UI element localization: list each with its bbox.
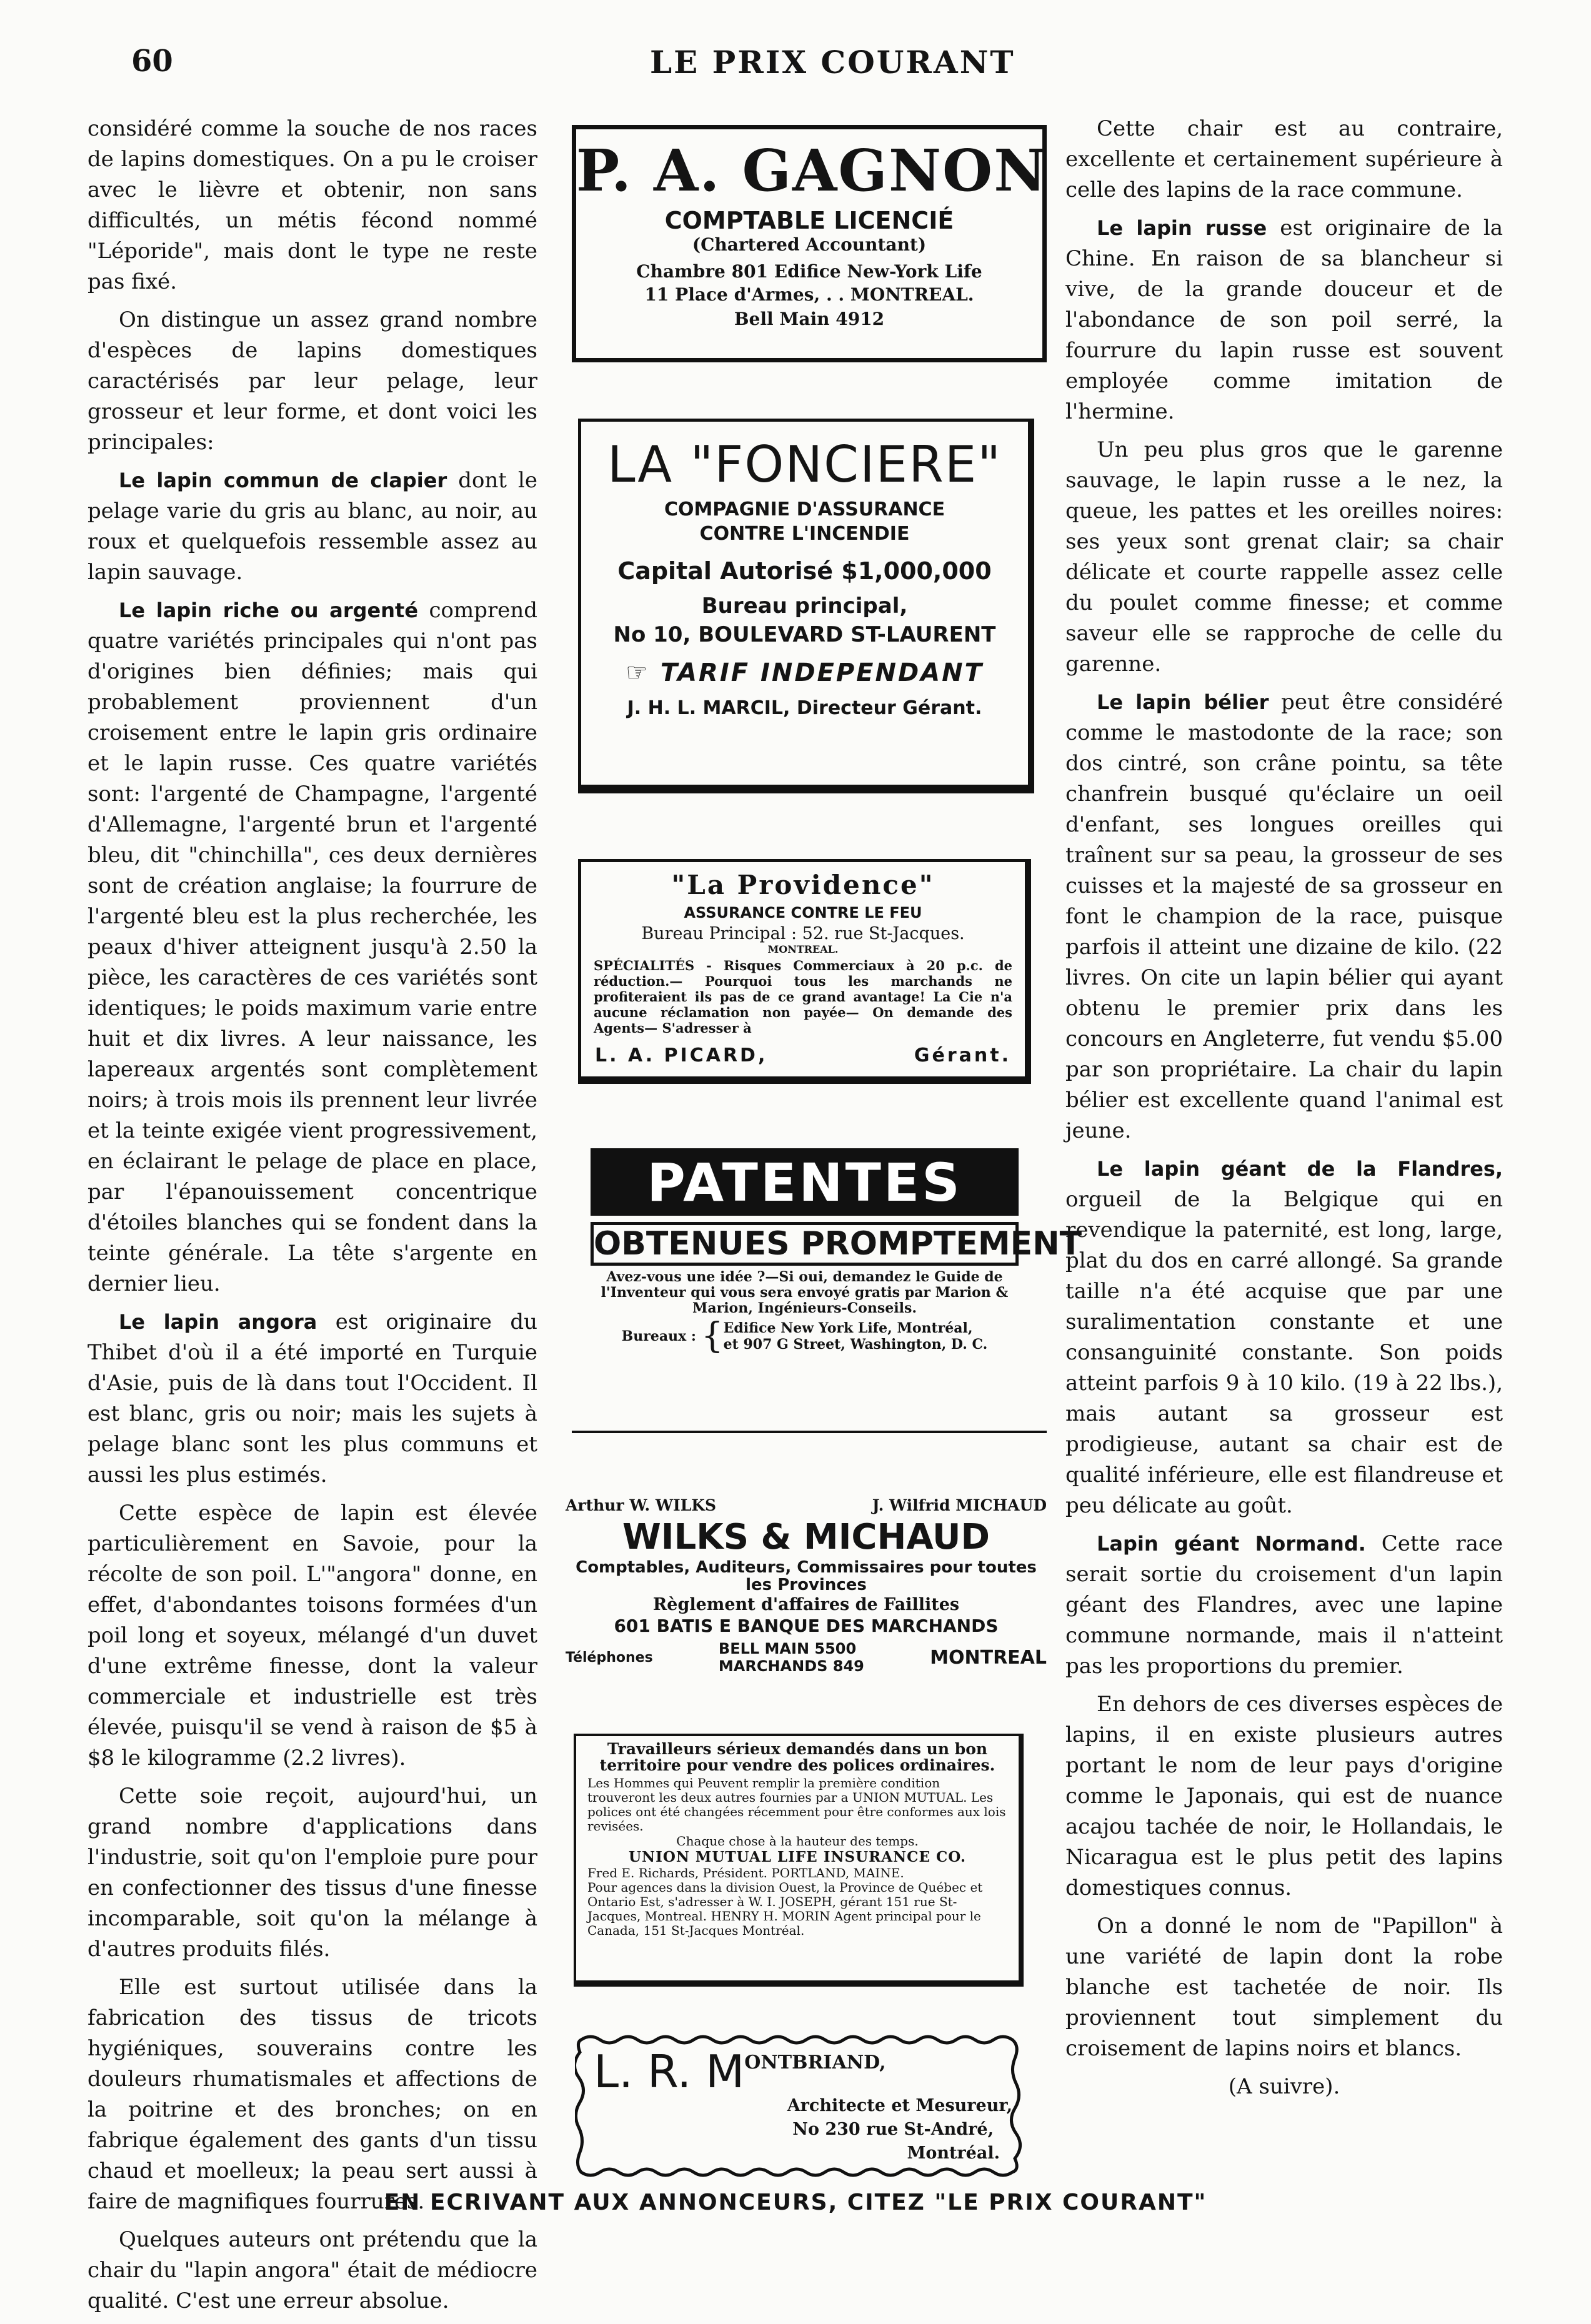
ad-fonciere-address: No 10, BOULEVARD ST-LAURENT (613, 622, 996, 647)
ad-montbriand-content (594, 2045, 886, 2098)
ad-wilks-line-2: Règlement d'affaires de Faillites (652, 1595, 960, 1614)
ad-fonciere-tarif: TARIF INDEPENDANT (660, 658, 984, 687)
ad-wilks-phone-1: BELL MAIN 5500 (718, 1640, 857, 1657)
paragraph: Lapin géant Normand. Cette race serait sortie du croisement d'un lapin géant des Flandres, avec une lapine commune normande, mais il n'atteint pas les proportions du premier. (1065, 1531, 1504, 1679)
ad-gagnon-subtitle: (Chartered Accountant) (692, 234, 927, 255)
paragraph: considéré comme la souche de nos races de lapins domestiques. On a pu le croiser avec le lièvre et obtenir, non sans difficultés, un métis fécond nommé "Léporide", mais dont le type ne reste pas fixé. (87, 116, 537, 294)
ad-wilks-line-1: Comptables, Auditeurs, Commissaires pour toutes les Provinces (576, 1558, 1037, 1594)
paragraph: Elle est surtout utilisée dans la fabrication des tissus de tricots hygiéniques, souverains contre les douleurs rhumatismales et affections de la poitrine et des bronches; on en fabrique également des gants d'un tissu chaud et moelleux; la peau sert aussi à faire de magnifiques fourrures. (87, 1975, 537, 2214)
ad-gagnon-address-1: Chambre 801 Edifice New-York Life (636, 261, 982, 282)
ad-union-tagline: Chaque chose à la hauteur des temps. (676, 1834, 919, 1849)
brace-icon: { (701, 1316, 724, 1356)
ad-montbriand-line-2: No 230 rue St-André, (792, 2120, 994, 2139)
ad-providence-bureau: Bureau Principal : 52. rue St-Jacques. (641, 924, 965, 943)
left-article-column (87, 114, 537, 2324)
ad-union-company: UNION MUTUAL LIFE INSURANCE CO. (629, 1849, 966, 1865)
ad-wilks-right-name: J. Wilfrid MICHAUD (872, 1496, 1047, 1514)
paragraph: Le lapin géant de la Flandres, orgueil de la Belgique qui en revendique la paternité, est long, large, plat du dos en carré allongé. Sa grande taille n'a été acquise que par une suralimentation constante et une consanguinité constante. Son poids atteint parfois 9 à 10 kilo. (19 à 22 lbs.), mais autant sa grosseur est prodigieuse, autant sa chair est de qualité inférieure, elle est filandreuse et peu délicate au goût. (1065, 1157, 1503, 1518)
ad-patentes-office-1: Edifice New York Life, Montréal, (723, 1320, 973, 1336)
paragraph: On distingue un assez grand nombre d'espèces de lapins domestiques caractérisés par leur pelage, leur grosseur et leur forme, et dont voici les principales: (87, 307, 537, 455)
ad-wilks-left-name: Arthur W. WILKS (566, 1496, 717, 1514)
paragraph: On a donné le nom de "Papillon" à une variété de lapin dont la robe blanche est tachetée de noir. Ils proviennent tout simplement du croisement de lapins noirs et blancs. (1065, 1914, 1503, 2061)
paragraph: Le lapin riche ou argenté comprend quatre variétés principales qui n'ont pas d'origines bien définies; mais qui probablement proviennent d'un croisement entre le lapin gris ordinaire et le lapin russe. Ces quatre variétés sont: l'argenté de Champagne, l'argenté d'Allemagne, l'argenté brun et l'argenté bleu, dit "chinchilla", ces deux dernières sont de création anglaise; la fourrure de l'argenté bleu est la plus recherchée, les peaux d'hiver atteignent jusqu'à 2.50 la pièce, les caractères de ces variétés sont identiques; le poids maximum varie entre huit et dix livres. A leur naissance, les lapereaux argentés sont complètement noirs; à trois mois ils prennent leur livrée et la teinte exigée vient progressivement, en éclairant le pelage de place en place, par l'épanouissement concentrique d'étoiles blanches qui se fondent dans la teinte générale. La tête s'argente en dernier lieu. (87, 598, 537, 1296)
ad-patentes-text: Avez-vous une idée ?—Si oui, demandez le Guide de l'Inventeur qui vous sera envoyé gratis par Marion & Marion, Ingénieurs-Conseils. (601, 1269, 1009, 1316)
ad-gagnon-name: P. A. GAGNON (576, 137, 1048, 204)
ad-gagnon-title: COMPTABLE LICENCIÉ (664, 207, 954, 234)
ad-providence-line-1: ASSURANCE CONTRE LE FEU (684, 904, 922, 921)
running-title: LE PRIX COURANT (650, 44, 1015, 81)
ad-wilks-partners (566, 1496, 1047, 1514)
paragraph: Un peu plus gros que le garenne sauvage, le lapin russe a le nez, la queue, les pattes et les oreilles noires: ses yeux sont grenat clair; sa chair délicate et courte rappelle assez celle du poulet comme finesse; et comme saveur elle se rapproche de celle du garenne. (1065, 437, 1503, 677)
page-footer: EN ECRIVANT AUX ANNONCEURS, CITEZ "LE PRIX COURANT" (384, 2190, 1207, 2215)
paragraph: Le lapin bélier peut être considéré comme le mastodonte de la race; son dos cintré, son crâne pointu, sa tête chanfrein busqué qu'éclaire un oeil d'enfant, ses longues oreilles qui traînent sur sa peau, la grosseur de ses cuisses et la majesté de sa grosseur en font le champion de la race, puisque parfois il atteint une dizaine de kilo. (22 livres. On cite un lapin bélier qui ayant obtenu le premier prix dans les concours en Angleterre, fut vendu $5.00 par son propriétaire. La chair du lapin bélier est excellente quand l'animal est jeune. (1065, 690, 1503, 1143)
ad-wilks-line-3: 601 BATIS E BANQUE DES MARCHANDS (614, 1616, 999, 1636)
ad-separator-rule (572, 1431, 1047, 1433)
ad-montbriand-name: ONTBRIAND, (744, 2052, 886, 2073)
ad-montbriand-line-3: Montréal. (907, 2143, 1000, 2163)
ad-union-body: Les Hommes qui Peuvent remplir la première condition trouveront les deux autres fournies par a UNION MUTUAL. Les polices ont été changées récemment pour être conformes aux lois revisées. (587, 1775, 1006, 1834)
ad-providence-agent: L. A. PICARD, (595, 1045, 768, 1066)
ad-wilks-phones (566, 1640, 1047, 1675)
ad-gagnon (572, 125, 1047, 362)
ad-providence (578, 859, 1031, 1084)
ad-gagnon-address-2: 11 Place d'Armes, . . MONTREAL. (644, 284, 974, 305)
ad-patentes (591, 1148, 1082, 1389)
ad-providence-specialites: SPÉCIALITÉS - Risques Commerciaux à 20 p.c. de réduction.— Pourquoi tous les marchands ne profiteraient ils pas de ce grand avantage! La Cie n'a aucune réclamation non payée— On demande des Agents— S'adresser à (594, 958, 1012, 1036)
ad-montbriand-line-1: Architecte et Mesureur, (787, 2096, 1012, 2115)
ad-wilks-phones-label: Téléphones (566, 1649, 653, 1666)
paragraph: Le lapin russe est originaire de la Chine. En raison de sa blancheur si vive, de la grande douceur et de l'abondance de son poil serré, la fourrure du lapin russe est souvent employée comme imitation de l'hermine. (1065, 216, 1503, 424)
paragraph: En dehors de ces diverses espèces de lapins, il en existe plusieurs autres portant le nom de leur pays d'origine comme le Japonais, qui est de nuance acajou tachée de noir, le Hollandais, le Nicaragua est le plus petit des lapins domestiques connus. (1065, 1692, 1503, 1900)
ad-patentes-subtitle-box (591, 1222, 1082, 1266)
ad-patentes-offices-label: Bureaux : (621, 1328, 696, 1344)
to-be-continued: (A suivre). (1228, 2074, 1340, 2099)
ad-fonciere (578, 419, 1034, 793)
ad-providence-role: Gérant. (914, 1045, 1011, 1066)
ad-union-agencies: Pour agences dans la division Ouest, la Province de Québec et Ontario Est, s'adresser à W. I. JOSEPH, gérant 151 rue St-Jacques, Montreal. HENRY H. MORIN Agent principal pour le Canada, 151 St-Jacques Montréal. (587, 1880, 983, 1938)
ad-gagnon-phone: Bell Main 4912 (734, 309, 885, 329)
paragraph: Quelques auteurs ont prétendu que la chair du "lapin angora" était de médiocre qualité. C'est une erreur absolue. (87, 2227, 537, 2313)
ad-fonciere-tarif-row (581, 658, 1028, 687)
ad-patentes-subtitle: OBTENUES PROMPTEMENT (594, 1225, 1082, 1263)
ad-wilks-michaud (566, 1496, 1047, 1690)
paragraph: Cette espèce de lapin est élevée particulièrement en Savoie, pour la récolte de son poil. L'"angora" donne, en effet, d'abondantes toisons formées d'un poil long et soyeux, mélangé d'un duvet d'une extrême finesse, dont la valeur commerciale et industrielle est très élevée, puisqu'il se vend à raison de $5 à $8 le kilogramme (2.2 livres). (87, 1501, 537, 1770)
ad-fonciere-name: LA "FONCIERE" (607, 435, 1002, 494)
paragraph: Cette chair est au contraire, excellente et certainement supérieure à celle des lapins de la race commune. (1065, 116, 1503, 202)
paragraph: Le lapin angora est originaire du Thibet d'où il a été importé en Turquie d'Asie, puis de là dans tout l'Occident. Il est blanc, gris ou noir; mais les sujets à pelage blanc sont les plus communs et aussi les plus estimés. (87, 1309, 538, 1487)
paragraph: Cette soie reçoit, aujourd'hui, un grand nombre d'applications dans l'industrie, soit qu'on l'emploie pure pour en confectionner des tissus d'une finesse incomparable, soit qu'on la mélange à d'autres produits filés. (87, 1784, 537, 1962)
ad-union-headline: Travailleurs sérieux demandés dans un bon territoire pour vendre des polices ordinaires. (599, 1740, 995, 1774)
ad-patentes-offices (591, 1316, 1019, 1356)
paragraph: Le lapin commun de clapier dont le pelage varie du gris au blanc, au noir, au roux et quelquefois ressemble assez au lapin sauvage. (87, 468, 538, 585)
ad-montbriand-initials: L. R. M (594, 2045, 745, 2098)
page-number: 60 (131, 44, 173, 79)
ad-providence-city: MONTREAL. (767, 943, 839, 955)
ad-fonciere-line-1: COMPAGNIE D'ASSURANCE (664, 499, 945, 520)
ad-fonciere-capital: Capital Autorisé $1,000,000 (617, 557, 992, 585)
right-article-column (1065, 114, 1503, 2110)
ad-wilks-phone-2: MARCHANDS 849 (718, 1657, 864, 1675)
ad-wilks-city: MONTREAL (930, 1646, 1047, 1669)
ad-providence-name: "La Providence" (671, 870, 935, 900)
ad-wilks-name: WILKS & MICHAUD (622, 1517, 990, 1557)
ad-providence-signature (595, 1045, 1011, 1066)
ad-fonciere-director: J. H. L. MARCIL, Directeur Gérant. (627, 697, 982, 719)
ad-fonciere-bureau: Bureau principal, (701, 593, 908, 618)
ad-patentes-office-2: et 907 G Street, Washington, D. C. (723, 1336, 988, 1353)
ad-patentes-title: PATENTES (591, 1148, 1019, 1216)
ad-fonciere-line-2: CONTRE L'INCENDIE (699, 523, 910, 545)
ad-union-mutual (574, 1734, 1024, 1987)
ad-union-president: Fred E. Richards, Président. PORTLAND, MAINE. (587, 1865, 904, 1880)
ad-montbriand (575, 2034, 1025, 2177)
pointing-hand-icon: ☞ (626, 658, 650, 687)
